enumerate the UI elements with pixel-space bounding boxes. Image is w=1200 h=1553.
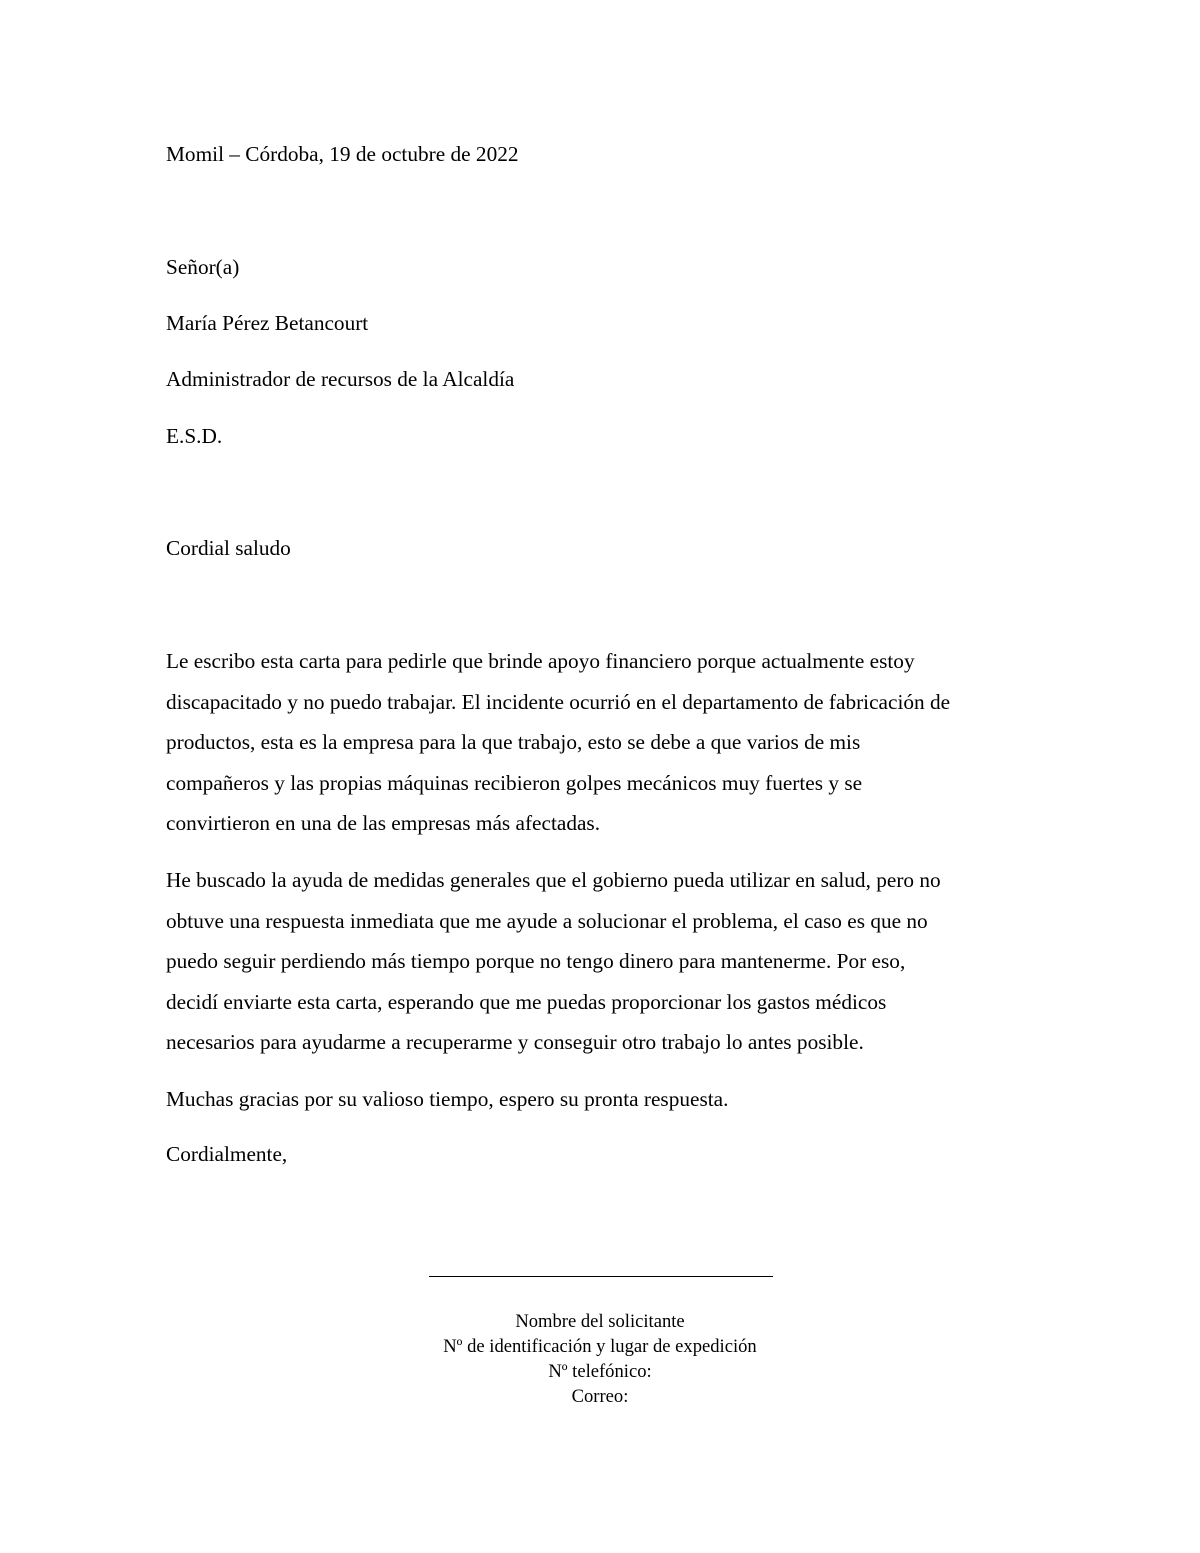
paragraph-line: obtuve una respuesta inmediata que me ayude a solucionar el problema, el caso es que no [166,908,928,933]
thanks-line: Muchas gracias por su valioso tiempo, espero su pronta respuesta. [166,1087,729,1111]
signature-phone: Nº telefónico: [548,1361,652,1382]
paragraph-line: He buscado la ayuda de medidas generales que el gobierno pueda utilizar en salud, pero no [166,868,941,892]
recipient-position: Administrador de recursos de la Alcaldía [166,367,515,391]
body-paragraph-2 [166,860,1046,1063]
paragraph-line: decidí enviarte esta carta, esperando que me puedas proporcionar los gastos médicos [166,989,887,1014]
signature-id: Nº de identificación y lugar de expedición [443,1336,757,1357]
signature-email: Correo: [571,1386,629,1407]
signature-name: Nombre del solicitante [515,1311,685,1332]
paragraph-line: productos, esta es la empresa para la que trabajo, esto se debe a que varios de mis [166,730,861,754]
recipient-esd: E.S.D. [166,424,223,448]
recipient-title: Señor(a) [166,255,240,279]
recipient-name: María Pérez Betancourt [166,311,369,335]
paragraph-line: necesarios para ayudarme a recuperarme y conseguir otro trabajo lo antes posible. [166,1030,864,1054]
paragraph-line: puedo seguir perdiendo más tiempo porque no tengo dinero para mantenerme. Por eso, [166,949,906,973]
closing-line: Cordialmente, [166,1142,288,1166]
signature-block [300,1309,900,1409]
body-paragraph-1 [166,641,1046,844]
paragraph-line: Le escribo esta carta para pedirle que brinde apoyo financiero porque actualmente estoy [166,649,915,673]
signature-line [429,1276,773,1277]
paragraph-line: discapacitado y no puedo trabajar. El incidente ocurrió en el departamento de fabricación de [166,689,951,714]
paragraph-line: compañeros y las propias máquinas recibieron golpes mecánicos muy fuertes y se [166,770,863,795]
paragraph-line: convirtieron en una de las empresas más afectadas. [166,811,601,835]
greeting: Cordial saludo [166,536,291,560]
date-line: Momil – Córdoba, 19 de octubre de 2022 [166,142,519,166]
